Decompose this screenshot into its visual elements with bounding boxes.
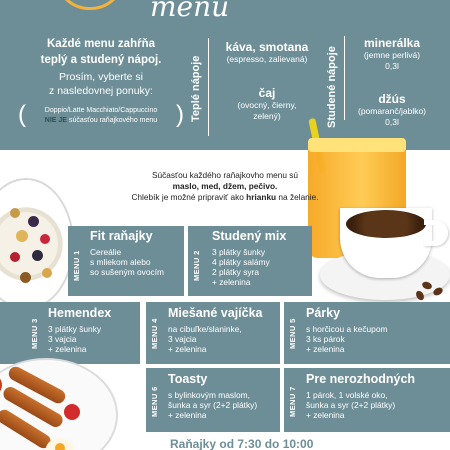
info-line-2: maslo, med, džem, pečivo. [172, 181, 278, 191]
menu-4-line: 3 vajcia [168, 334, 197, 344]
menu-2-number: MENU 2 [192, 250, 201, 281]
menu-3-title: Hemendex [48, 306, 112, 320]
menu-5-line: 3 ks párok [306, 334, 345, 344]
paren-right: ) [176, 101, 184, 128]
drink-water-desc: (jemne perlivá) [363, 50, 421, 60]
menu-5-number: MENU 5 [288, 318, 297, 349]
cup-handle [424, 220, 448, 246]
drink-juice-name: džús [378, 92, 406, 106]
menu-3-number: MENU 3 [30, 318, 39, 349]
menu-4-line: + zelenina [168, 344, 207, 354]
menu-card-3 [0, 302, 140, 364]
paren-left: ( [18, 101, 26, 128]
menu-card-6 [146, 368, 280, 432]
menu-5-title: Párky [306, 306, 341, 320]
drink-tea-desc-1: (ovocný, čierny, [237, 100, 297, 110]
drink-juice-desc: (pomaranč/jablko) [357, 106, 427, 116]
drink-tea [212, 86, 322, 122]
menu-card-2 [188, 226, 312, 296]
drink-tea-desc-2: zelený) [253, 111, 281, 121]
breakfast-hours: Raňajky od 7:30 do 10:00 [170, 437, 314, 450]
menu-5-line: s horčicou a kečupom [306, 324, 388, 334]
menu-6-title: Toasty [168, 372, 208, 386]
menu-7-title: Pre nerozhodných [306, 372, 416, 386]
info-line-3-post: na želanie. [276, 192, 319, 202]
drink-water-name: minerálka [363, 36, 421, 50]
coffee-surface [346, 210, 426, 238]
menu-1-line: Cereálie [90, 247, 122, 257]
info-line-1: Súčasťou každého raňajkovho menu sú [151, 170, 299, 180]
intro-heading-2: teplý a studený nápoj. [40, 54, 162, 66]
menu-1-title: Fit raňajky [90, 229, 153, 243]
hot-drinks-label: Teplé nápoje [190, 55, 202, 122]
menu-6-line: šunka a syr (2+2 plátky) [168, 400, 258, 410]
drink-coffee [212, 40, 322, 65]
drink-water [346, 36, 438, 72]
menu-3-line: 3 vajcia [48, 334, 77, 344]
menu-3-line: 3 plátky šunky [48, 324, 102, 334]
menu-7-number: MENU 7 [288, 386, 297, 417]
cold-drinks-divider [344, 36, 345, 120]
menu-card-1 [68, 226, 184, 296]
hot-drinks-divider [208, 38, 209, 136]
menu-6-line: s bylinkovým maslom, [168, 390, 250, 400]
drink-tea-name: čaj [258, 86, 276, 100]
menu-card-4 [146, 302, 280, 364]
menu-card-7 [284, 368, 450, 432]
menu-5-line: + zelenina [306, 344, 345, 354]
menu-1-line: s mliekom alebo [90, 257, 151, 267]
drink-coffee-name: káva, smotana [225, 40, 309, 54]
coffee-note [18, 101, 184, 128]
menu-2-line: 3 plátky šunky [212, 247, 266, 257]
info-line-3-pre: Chlebík je možné pripraviť ako [131, 192, 247, 202]
menu-2-line: 4 plátky salámy [212, 257, 270, 267]
note-line-2: súčasťou raňajkového menu [68, 117, 158, 124]
menu-1-number: MENU 1 [72, 250, 81, 281]
menu-6-number: MENU 6 [150, 386, 159, 417]
intro-block [20, 36, 182, 126]
intro-heading-1: Každé menu zahŕňa [47, 38, 155, 50]
menu-4-line: na cibuľke/slaninke, [168, 324, 242, 334]
breakfast-plate-image [0, 360, 116, 450]
drink-water-volume: 0,3l [385, 61, 399, 71]
info-line-3-bold: hrianku [246, 192, 277, 202]
menu-6-line: + zelenina [168, 410, 207, 420]
orange-juice-top [308, 138, 406, 152]
menu-2-line: + zelenina [212, 277, 251, 287]
menu-4-number: MENU 4 [150, 318, 159, 349]
drink-juice-volume: 0,3l [385, 117, 399, 127]
menu-card-5 [284, 302, 450, 364]
menu-3-line: + zelenina [48, 344, 87, 354]
menu-1-line: so sušeným ovocím [90, 267, 165, 277]
menu-7-line: + zelenina [306, 410, 345, 420]
drink-juice [346, 92, 438, 128]
note-nie: NIE JE [44, 117, 67, 124]
menu-4-title: Miešané vajíčka [168, 306, 263, 320]
cold-drinks-label: Studené nápoje [326, 46, 338, 128]
menu-7-line: 1 párok, 1 volské oko, [306, 390, 388, 400]
menu-7-line: šunka a syr (2+2 plátky) [306, 400, 396, 410]
intro-sub-1: Prosím, vyberte si [58, 71, 144, 83]
menu-2-title: Studený mix [212, 229, 287, 243]
menu-2-line: 2 plátky syra [212, 267, 260, 277]
page-title: menu [150, 0, 230, 23]
info-text [0, 170, 450, 203]
drink-coffee-desc: (espresso, zalievaná) [226, 54, 308, 64]
intro-sub-2: z nasledovnej ponuky: [49, 85, 153, 97]
note-line-1: Doppio/Latte Macchiato/Cappuccino [44, 107, 158, 114]
